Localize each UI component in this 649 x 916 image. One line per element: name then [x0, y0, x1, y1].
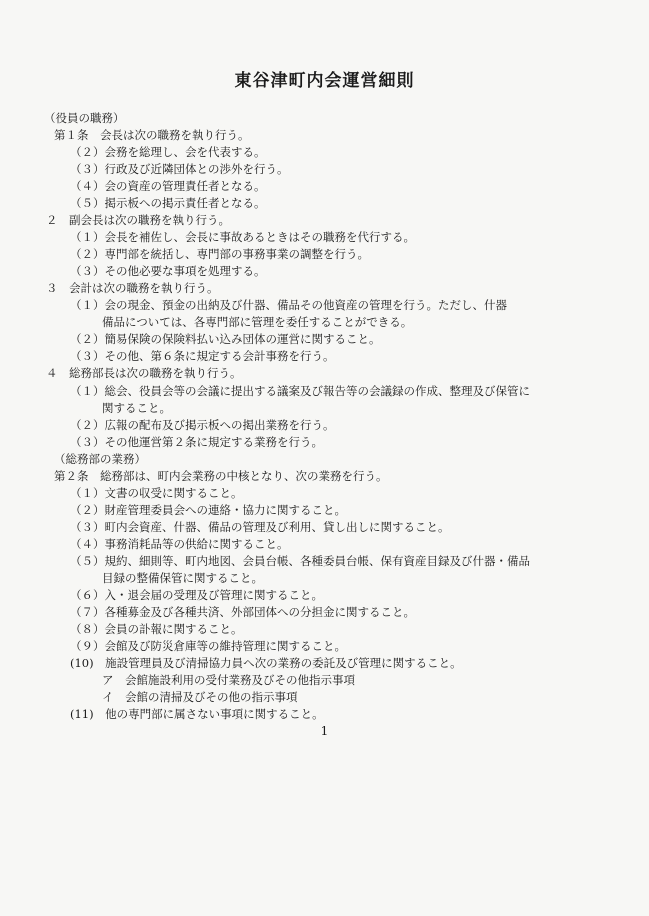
page-number: 1	[320, 724, 329, 738]
clause-line: （７）各種募金及び各種共済、外部団体への分担金に関すること。	[70, 605, 415, 619]
clause-line: （９）会館及び防災倉庫等の維持管理に関すること。	[70, 639, 346, 653]
clause-line: （５）規約、細則等、町内地図、会員台帳、各種委員台帳、保有資産目録及び什器・備品	[70, 554, 530, 568]
clause-line: （１）文書の収受に関すること。	[70, 486, 243, 500]
clause-line: （２）広報の配布及び掲示板への掲出業務を行う。	[70, 418, 335, 432]
clause-continuation: 目録の整備保管に関すること。	[102, 571, 263, 585]
clause-line: （２）会務を総理し、会を代表する。	[70, 145, 266, 159]
section-heading: （総務部の業務）	[54, 452, 146, 466]
clause-line: （３）その他、第６条に規定する会計事務を行う。	[70, 349, 335, 363]
clause-line: （３）行政及び近隣団体との渉外を行う。	[70, 162, 289, 176]
paragraph-line: ４ 総務部長は次の職務を執り行う。	[46, 366, 242, 380]
clause-continuation: 関すること。	[102, 401, 171, 415]
clause-line: (11) 他の専門部に属さない事項に関すること。	[70, 707, 324, 721]
clause-line: （１）会長を補佐し、会長に事故あるときはその職務を代行する。	[70, 230, 415, 244]
sub-item-line: イ 会館の清掃及びその他の指示事項	[102, 690, 298, 704]
paragraph-line: ３ 会計は次の職務を執り行う。	[46, 281, 219, 295]
clause-line: （３）その他運営第２条に規定する業務を行う。	[70, 435, 323, 449]
sub-item-line: ア 会館施設利用の受付業務及びその他指示事項	[102, 673, 355, 687]
article-line: 第１条 会長は次の職務を執り行う。	[54, 128, 250, 142]
clause-line: （４）会の資産の管理責任者となる。	[70, 179, 266, 193]
paragraph-line: ２ 副会長は次の職務を執り行う。	[46, 213, 230, 227]
clause-line: （１）会の現金、預金の出納及び什器、備品その他資産の管理を行う。ただし、什器	[70, 298, 507, 312]
clause-line: （２）財産管理委員会への連絡・協力に関すること。	[70, 503, 346, 517]
clause-line: （８）会員の訃報に関すること。	[70, 622, 243, 636]
clause-line: （３）その他必要な事項を処理する。	[70, 264, 266, 278]
clause-line: （６）入・退会届の受理及び管理に関すること。	[70, 588, 323, 602]
document-title: 東谷津町内会運営細則	[234, 71, 415, 91]
clause-line: （２）専門部を統括し、専門部の事務事業の調整を行う。	[70, 247, 369, 261]
clause-continuation: 備品については、各専門部に管理を委任することができる。	[102, 315, 413, 329]
clause-line: （１）総会、役員会等の会議に提出する議案及び報告等の会議録の作成、整理及び保管に	[70, 384, 530, 398]
clause-line: （４）事務消耗品等の供給に関すること。	[70, 537, 289, 551]
clause-line: （３）町内会資産、什器、備品の管理及び利用、貸し出しに関すること。	[70, 520, 450, 534]
clause-line: （５）掲示板への掲示責任者となる。	[70, 196, 266, 210]
section-heading: （役員の職務）	[44, 111, 125, 125]
clause-line: (10) 施設管理員及び清掃協力員へ次の業務の委託及び管理に関すること。	[70, 656, 462, 670]
clause-line: （２）簡易保険の保険料払い込み団体の運営に関すること。	[70, 332, 381, 346]
article-line: 第２条 総務部は、町内会業務の中核となり、次の業務を行う。	[54, 469, 388, 483]
